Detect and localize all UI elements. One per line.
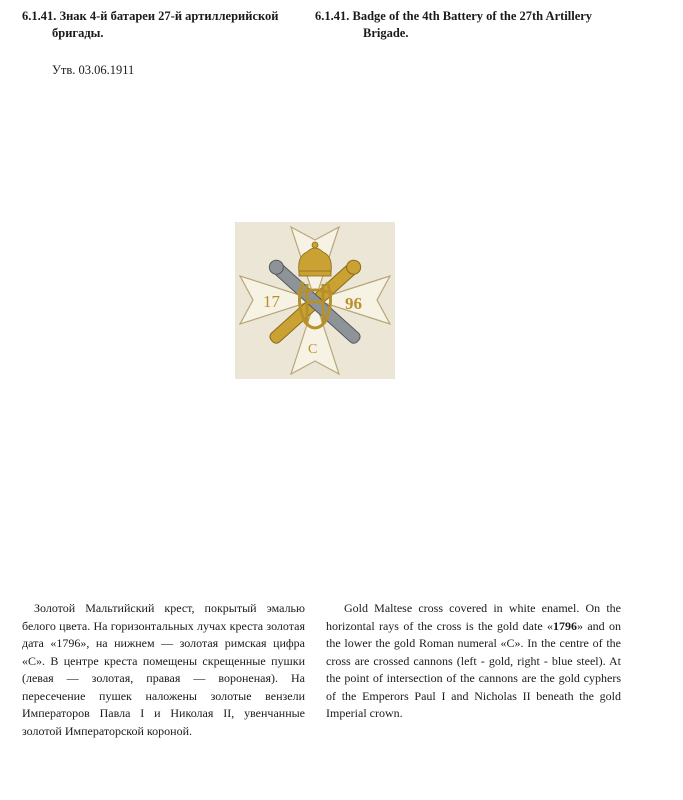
ru-item-number: 6.1.41.	[22, 9, 57, 23]
en-description-text-2: » and on the lower the gold Roman numeral «C». In the centre of the cross are crossed cannons (left - gold, right - blue steel). At the point of intersection of the cannons are the gold cyphers of the Emperors Paul I and Nicholas II beneath the gold Imperial crown.	[326, 618, 622, 720]
en-description	[326, 600, 621, 723]
en-description-date: 1796	[553, 618, 577, 633]
approval-date: Утв. 03.06.1911	[52, 63, 135, 77]
en-heading	[315, 8, 675, 42]
en-item-number: 6.1.41.	[315, 9, 350, 23]
en-description-text-1: Gold Maltese cross covered in white enamel. On the horizontal rays of the cross is the gold date «	[326, 601, 621, 633]
ru-title-line1: Знак 4-й батареи 27-й артиллерийской	[59, 9, 279, 23]
ru-description	[22, 600, 305, 740]
badge-image	[235, 222, 395, 379]
en-title-line1: Badge of the 4th Battery of the 27th Artillery	[352, 9, 593, 23]
date-left: 17	[263, 292, 280, 311]
en-title-line2: Brigade.	[363, 26, 409, 40]
ru-title-line2: бригады.	[52, 26, 104, 40]
roman-numeral: C	[308, 342, 318, 357]
date-right: 96	[345, 294, 362, 313]
ru-description-text: Золотой Мальтийский крест, покрытый эмалью белого цвета. На горизонтальных лучах креста золотая дата «1796», на нижнем — золотая римская цифра «С». В центре креста помещены скрещенные пушки (левая — золотая, правая — вороненая). На пересечение пушек наложены золотые вензели Императоров Павла I и Николая II, увенчанные золотой Императорской короной.	[22, 601, 305, 738]
ru-heading	[22, 8, 312, 42]
